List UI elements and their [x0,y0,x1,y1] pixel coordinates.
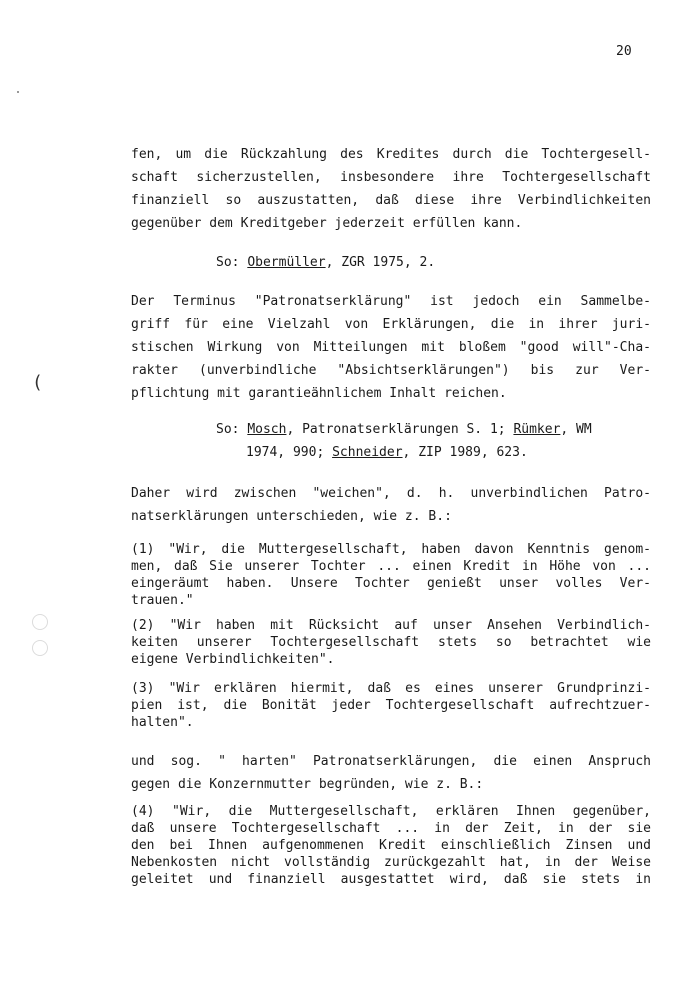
text-line: Der Terminus "Patronatserklärung" ist jedoch ein Sammelbe- [131,294,651,309]
paragraph-2 [131,290,651,405]
example-3 [131,680,651,731]
text-line: natserklärungen unterschieden, wie z. B.: [131,509,452,524]
margin-mark: ( [32,372,43,393]
text-line: Nebenkosten nicht vollständig zurückgezahlt hat, in der Weise [131,855,651,870]
text-line: pien ist, die Bonität jeder Tochtergesellschaft aufrechtzuer- [131,698,651,713]
citation-text: 1974, 990; [246,445,333,460]
citation-2 [216,418,592,441]
text-line: (4) "Wir, die Muttergesellschaft, erklären Ihnen gegenüber, [131,804,651,819]
text-line: eingeräumt haben. Unsere Tochter genießt unser volles Ver- [131,576,651,591]
citation-prefix: So: [216,255,248,270]
citation-text: , WM [560,422,592,437]
citation-rest: , ZGR 1975, 2. [325,255,436,270]
text-line: rakter (unverbindliche "Absichtserklärungen") bis zur Ver- [131,363,651,378]
text-line: schaft sicherzustellen, insbesondere ihre Tochtergesellschaft [131,170,651,185]
text-line: griff für eine Vielzahl von Erklärungen, die in ihrer juri- [131,317,651,332]
example-4 [131,803,651,888]
text-line: keiten unserer Tochtergesellschaft stets so betrachtet wie [131,635,651,650]
citation-author: Mosch [247,422,287,437]
example-1 [131,541,651,609]
scan-speck [17,91,19,93]
text-line: (1) "Wir, die Muttergesellschaft, haben davon Kenntnis genom- [131,542,651,557]
example-2 [131,617,651,668]
punch-hole-mark [32,614,48,630]
text-line: fen, um die Rückzahlung des Kredites durch die Tochtergesell- [131,147,651,162]
text-line: geleitet und finanziell ausgestattet wird, daß sie stets in [131,872,651,887]
citation-1 [216,251,435,274]
citation-author: Obermüller [247,255,326,270]
text-line: gegenüber dem Kreditgeber jederzeit erfüllen kann. [131,216,523,231]
citation-prefix: So: [216,422,248,437]
text-line: eigene Verbindlichkeiten". [131,652,335,667]
text-line: stischen Wirkung von Mitteilungen mit bloßem "good will"-Cha- [131,340,651,355]
text-line: (3) "Wir erklären hiermit, daß es eines unserer Grundprinzi- [131,681,651,696]
paragraph-1 [131,143,651,235]
page-number: 20 [616,44,632,59]
text-line: finanziell so auszustatten, daß diese ihre Verbindlichkeiten [131,193,651,208]
citation-author: Rümker [513,422,561,437]
text-line: pflichtung mit garantieähnlichem Inhalt reichen. [131,386,507,401]
text-line: gegen die Konzernmutter begründen, wie z. B.: [131,777,484,792]
text-line: daß unsere Tochtergesellschaft ... in der Zeit, in der sie [131,821,651,836]
paragraph-4 [131,750,651,796]
text-line: halten". [131,715,194,730]
text-line: den bei Ihnen aufgenommenen Kredit einschließlich Zinsen und [131,838,651,853]
text-line: (2) "Wir haben mit Rücksicht auf unser Ansehen Verbindlich- [131,618,651,633]
text-line: Daher wird zwischen "weichen", d. h. unverbindlichen Patro- [131,486,651,501]
text-line: trauen." [131,593,194,608]
citation-text: , ZIP 1989, 623. [402,445,528,460]
paragraph-3 [131,482,651,528]
punch-hole-mark [32,640,48,656]
citation-text: , Patronatserklärungen S. 1; [286,422,514,437]
citation-2-line-2 [246,441,528,464]
text-line: men, daß Sie unserer Tochter ... einen Kredit in Höhe von ... [131,559,651,574]
text-line: und sog. " harten" Patronatserklärungen, die einen Anspruch [131,754,651,769]
citation-author: Schneider [332,445,403,460]
